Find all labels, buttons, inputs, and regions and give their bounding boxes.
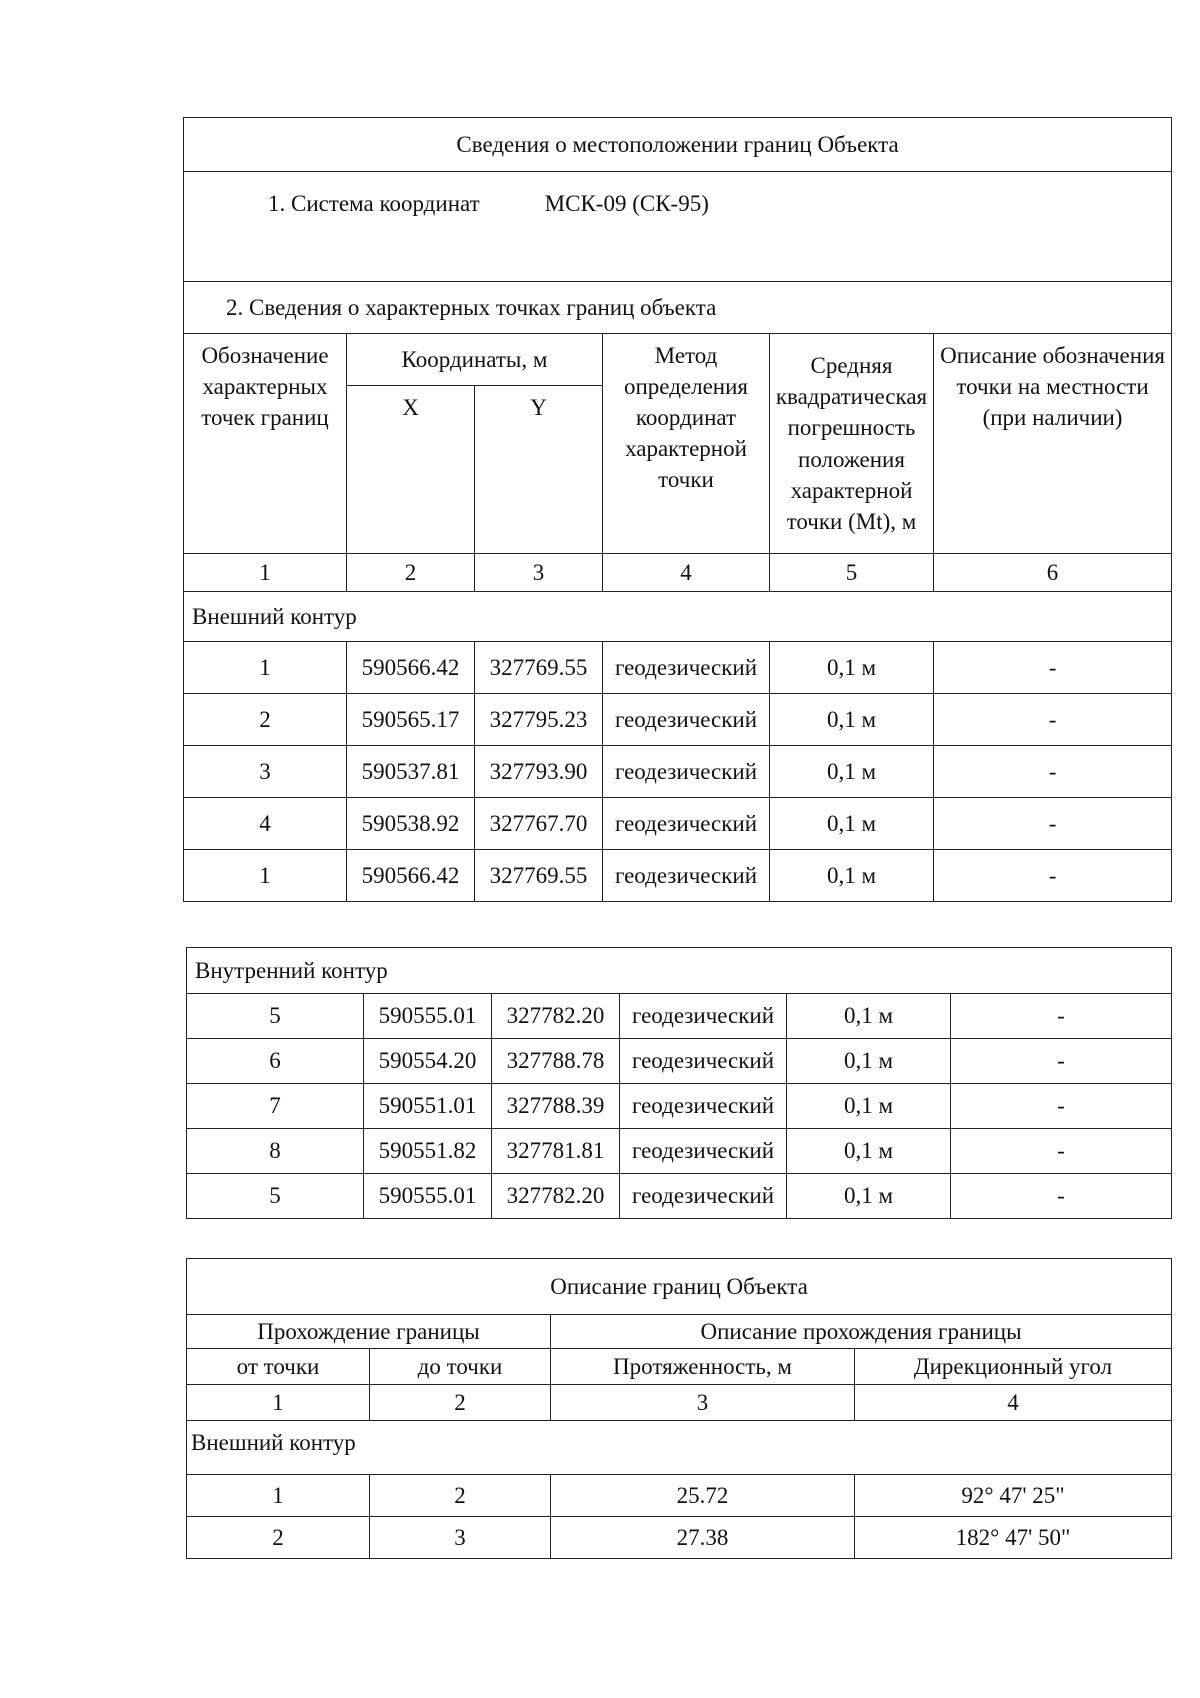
coord-x: 590565.17: [347, 694, 475, 746]
col-number: 2: [370, 1385, 551, 1421]
point-number: 4: [184, 798, 347, 850]
col-number: 4: [603, 554, 770, 592]
to-point: 2: [370, 1475, 551, 1517]
col-number: 2: [347, 554, 475, 592]
table-row: [187, 1517, 1172, 1559]
from-point: 2: [187, 1517, 370, 1559]
coord-x: 590537.81: [347, 746, 475, 798]
boundary-points-table: [183, 117, 1172, 902]
description: -: [951, 1084, 1172, 1129]
boundary-description-title: Описание границ Объекта: [187, 1259, 1172, 1315]
table-row: [184, 694, 1172, 746]
table-row: [187, 1475, 1172, 1517]
col-number: 4: [855, 1385, 1172, 1421]
table-row: [187, 1174, 1172, 1219]
error: 0,1 м: [770, 642, 934, 694]
coord-y: 327781.81: [492, 1129, 620, 1174]
description: -: [934, 798, 1172, 850]
description: -: [934, 642, 1172, 694]
header-coords: Координаты, м: [347, 334, 603, 386]
length: 27.38: [551, 1517, 855, 1559]
coord-y: 327767.70: [475, 798, 603, 850]
coord-y: 327793.90: [475, 746, 603, 798]
header-length: Протяженность, м: [551, 1349, 855, 1385]
coord-y: 327788.39: [492, 1084, 620, 1129]
point-number: 5: [187, 994, 364, 1039]
from-point: 1: [187, 1475, 370, 1517]
header-designation: Обозначение характерных точек границ: [184, 334, 347, 554]
header-angle: Дирекционный угол: [855, 1349, 1172, 1385]
angle: 182° 47' 50": [855, 1517, 1172, 1559]
header-passage: Прохождение границы: [187, 1315, 551, 1349]
coord-y: 327782.20: [492, 994, 620, 1039]
coord-y: 327782.20: [492, 1174, 620, 1219]
coordinate-system-label: 1. Система координат: [268, 191, 480, 216]
table-row: [184, 850, 1172, 902]
point-number: 2: [184, 694, 347, 746]
coord-x: 590555.01: [364, 1174, 492, 1219]
point-number: 3: [184, 746, 347, 798]
table-row: [184, 798, 1172, 850]
error: 0,1 м: [770, 746, 934, 798]
point-number: 8: [187, 1129, 364, 1174]
method: геодезический: [603, 642, 770, 694]
col-number: 6: [934, 554, 1172, 592]
coord-x: 590554.20: [364, 1039, 492, 1084]
error: 0,1 м: [770, 798, 934, 850]
method: геодезический: [603, 798, 770, 850]
point-number: 1: [184, 850, 347, 902]
method: геодезический: [620, 994, 787, 1039]
error: 0,1 м: [787, 1039, 951, 1084]
method: геодезический: [620, 1129, 787, 1174]
points-title: 2. Сведения о характерных точках границ объекта: [226, 294, 717, 320]
error: 0,1 м: [787, 1129, 951, 1174]
col-number: 1: [184, 554, 347, 592]
error: 0,1 м: [787, 1174, 951, 1219]
description: -: [951, 1039, 1172, 1084]
to-point: 3: [370, 1517, 551, 1559]
error: 0,1 м: [787, 994, 951, 1039]
method: геодезический: [603, 850, 770, 902]
col-number: 1: [187, 1385, 370, 1421]
error: 0,1 м: [770, 850, 934, 902]
coord-y: 327769.55: [475, 850, 603, 902]
point-number: 6: [187, 1039, 364, 1084]
method: геодезический: [603, 694, 770, 746]
table-row: [187, 1084, 1172, 1129]
table-row: [187, 1039, 1172, 1084]
table-row: [184, 642, 1172, 694]
description: -: [951, 1129, 1172, 1174]
description: -: [934, 746, 1172, 798]
method: геодезический: [620, 1174, 787, 1219]
header-from-point: от точки: [187, 1349, 370, 1385]
boundary-description-table: [186, 1258, 1172, 1559]
header-method: Метод определения координат характерной точки: [603, 334, 770, 554]
header-error: Средняя квадратическая погрешность положения характерной точки (Mt), м: [770, 334, 934, 554]
col-number: 5: [770, 554, 934, 592]
coord-x: 590555.01: [364, 994, 492, 1039]
inner-contour-table: [186, 947, 1172, 1219]
coord-x: 590538.92: [347, 798, 475, 850]
table-row: [187, 1129, 1172, 1174]
point-number: 1: [184, 642, 347, 694]
table-row: [187, 994, 1172, 1039]
method: геодезический: [603, 746, 770, 798]
point-number: 5: [187, 1174, 364, 1219]
inner-contour-label: Внутренний контур: [187, 948, 1172, 994]
coord-y: 327795.23: [475, 694, 603, 746]
coord-x: 590566.42: [347, 850, 475, 902]
header-passage-description: Описание прохождения границы: [551, 1315, 1172, 1349]
coord-y: 327788.78: [492, 1039, 620, 1084]
outer-contour-label: Внешний контур: [187, 1421, 1172, 1475]
method: геодезический: [620, 1084, 787, 1129]
coord-y: 327769.55: [475, 642, 603, 694]
header-to-point: до точки: [370, 1349, 551, 1385]
point-number: 7: [187, 1084, 364, 1129]
coord-x: 590551.01: [364, 1084, 492, 1129]
col-number: 3: [551, 1385, 855, 1421]
method: геодезический: [620, 1039, 787, 1084]
coord-x: 590551.82: [364, 1129, 492, 1174]
error: 0,1 м: [787, 1084, 951, 1129]
header-y: Y: [475, 386, 603, 554]
length: 25.72: [551, 1475, 855, 1517]
description: -: [934, 694, 1172, 746]
header-x: X: [347, 386, 475, 554]
header-description: Описание обозначения точки на местности (при наличии): [934, 334, 1172, 554]
outer-contour-label: Внешний контур: [184, 592, 1172, 642]
error: 0,1 м: [770, 694, 934, 746]
description: -: [934, 850, 1172, 902]
coordinate-system-row: [184, 172, 1172, 282]
coord-x: 590566.42: [347, 642, 475, 694]
angle: 92° 47' 25": [855, 1475, 1172, 1517]
description: -: [951, 1174, 1172, 1219]
col-number: 3: [475, 554, 603, 592]
coordinate-system-value: МСК-09 (СК-95): [544, 191, 709, 216]
table-row: [184, 746, 1172, 798]
description: -: [951, 994, 1172, 1039]
section-title: Сведения о местоположении границ Объекта: [184, 118, 1172, 172]
points-title-row: [184, 282, 1172, 334]
